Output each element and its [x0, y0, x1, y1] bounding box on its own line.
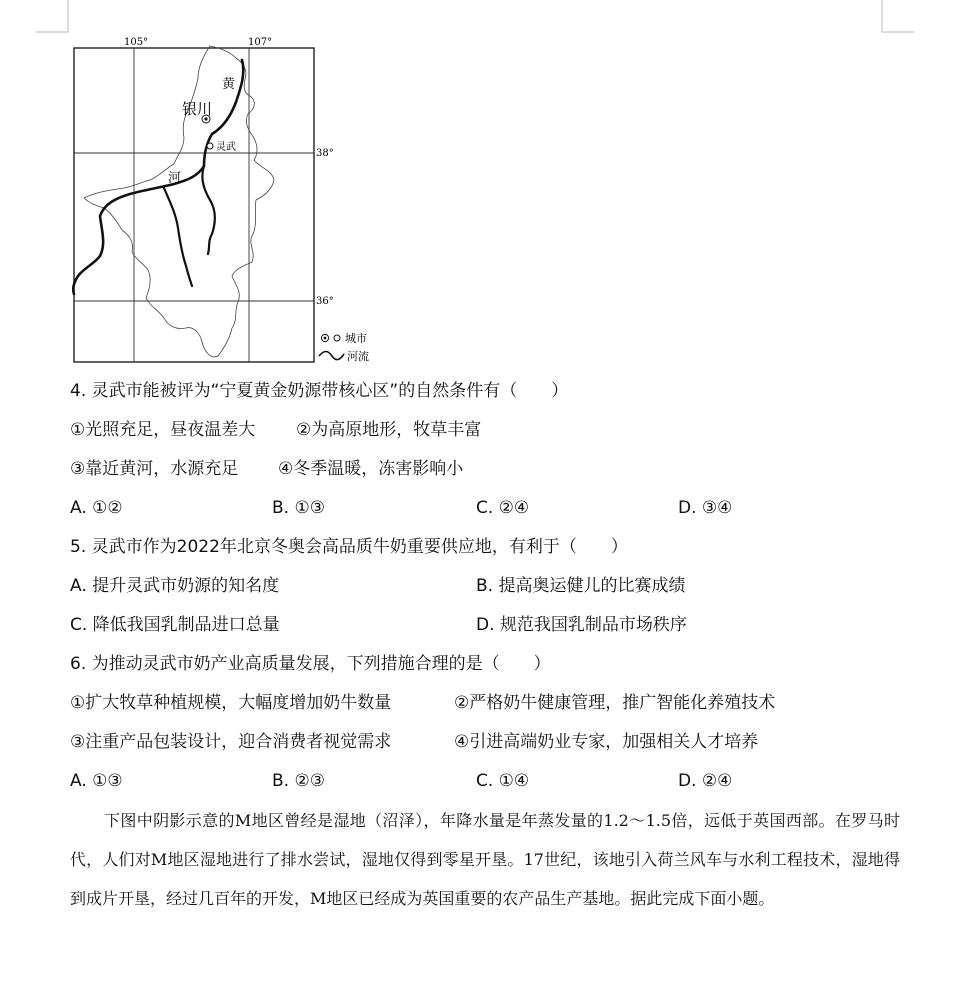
q4-option-d[interactable]: D. ③④ [678, 498, 733, 518]
q4-statement-3: ③靠近黄河，水源充足 [70, 459, 239, 479]
q6-statement-1: ①扩大牧草种植规模，大幅度增加奶牛数量 [70, 693, 392, 713]
q5-option-c[interactable]: C. 降低我国乳制品进口总量 [70, 615, 280, 635]
ningxia-map-figure [60, 30, 390, 370]
q5-option-d[interactable]: D. 规范我国乳制品市场秩序 [476, 615, 687, 635]
q6-stem: 6. 为推动灵武市奶产业高质量发展，下列措施合理的是（ ） [70, 654, 551, 674]
q5-option-b[interactable]: B. 提高奥运健儿的比赛成绩 [476, 576, 686, 596]
q6-statement-4: ④引进高端奶业专家，加强相关人才培养 [454, 732, 759, 752]
q6-option-b[interactable]: B. ②③ [272, 771, 325, 791]
q6-statement-3: ③注重产品包装设计，迎合消费者视觉需求 [70, 732, 392, 752]
lat-label-36: 36° [316, 296, 334, 307]
corner-mark-right [878, 0, 914, 36]
q4-stem: 4. 灵武市能被评为“宁夏黄金奶源带核心区”的自然条件有（ ） [70, 381, 569, 401]
q6-option-c[interactable]: C. ①④ [476, 771, 530, 791]
lingwu-city-marker [207, 143, 213, 149]
map-frame [74, 48, 314, 362]
reading-passage [70, 801, 900, 918]
lat-label-38: 38° [316, 148, 334, 159]
q6-option-d[interactable]: D. ②④ [678, 771, 733, 791]
legend-river-label: 河流 [347, 350, 369, 363]
legend-river-icon [319, 352, 344, 360]
tributary-east [202, 166, 214, 254]
lon-label-105: 105° [124, 37, 149, 48]
tributary-west [164, 188, 192, 286]
lon-label-107: 107° [248, 37, 273, 48]
q4-option-b[interactable]: B. ①③ [272, 498, 325, 518]
q5-option-a[interactable]: A. 提升灵武市奶源的知名度 [70, 576, 280, 596]
legend-city-icon-dot [324, 337, 327, 340]
q4-option-a[interactable]: A. ①② [70, 498, 123, 518]
map-svg [60, 30, 390, 370]
q4-statement-2: ②为高原地形，牧草丰富 [296, 420, 482, 440]
yellow-river-label-upper: 黄 [222, 77, 236, 92]
legend-city-label: 城市 [345, 332, 367, 345]
passage-text: 下图中阴影示意的M地区曾经是湿地（沼泽），年降水量是年蒸发量的1.2～1.5倍，远低于英国西部。在罗马时代，人们对M地区湿地进行了排水尝试，湿地仅得到零星开垦。17世纪，该地引入荷兰风车与水利工程技术，湿地得到成片开垦，经过几百年的开发，M地区已经成为英国重要的农产品生产基地。据此完成下面小题。 [70, 811, 900, 908]
q4-statement-1: ①光照充足，昼夜温差大 [70, 420, 256, 440]
yinchuan-label: 银川 [182, 100, 213, 118]
q6-statement-2: ②严格奶牛健康管理，推广智能化养殖技术 [454, 693, 776, 713]
legend-city-icon-small [334, 335, 340, 341]
lingwu-label: 灵武 [216, 142, 236, 153]
q6-option-a[interactable]: A. ①③ [70, 771, 123, 791]
yellow-river-label-lower: 河 [168, 171, 182, 186]
q5-stem: 5. 灵武市作为2022年北京冬奥会高品质牛奶重要供应地，有利于（ ） [70, 537, 628, 557]
yellow-river [73, 60, 243, 294]
q4-option-c[interactable]: C. ②④ [476, 498, 530, 518]
q4-statement-4: ④冬季温暖，冻害影响小 [278, 459, 464, 479]
